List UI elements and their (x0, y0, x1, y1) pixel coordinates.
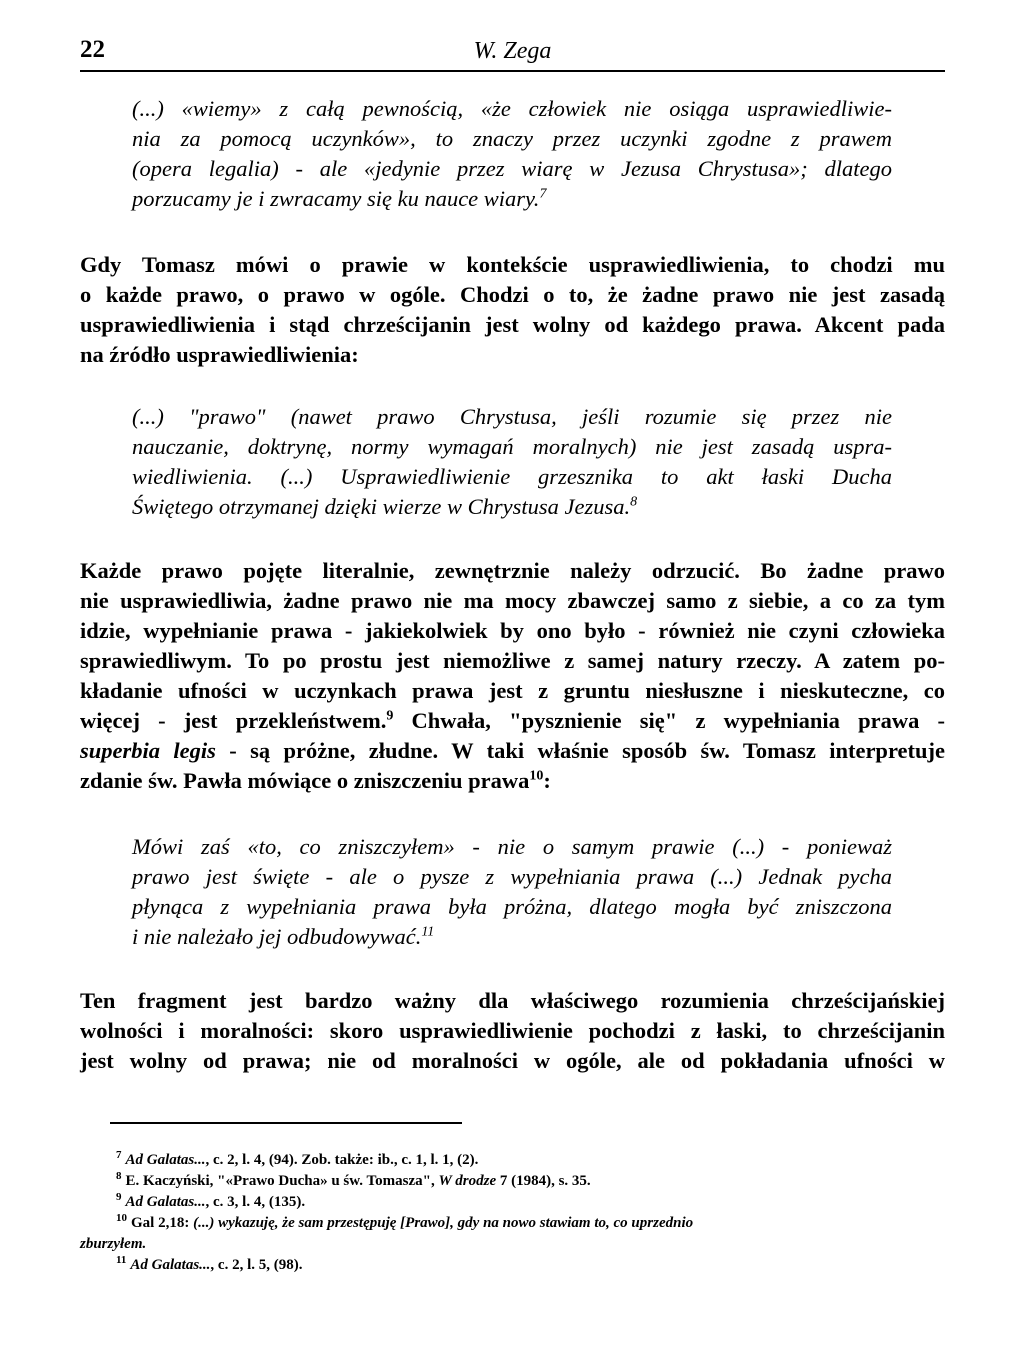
footnote-text: , c. 3, l. 4, (135). (205, 1194, 306, 1210)
text-line: usprawiedliwienia i stąd chrześcijanin jest wolny od każdego prawa. Akcent pada (80, 312, 945, 337)
text-line (80, 736, 945, 766)
footnote-divider (110, 1122, 462, 1124)
footnote-10-continued (80, 1234, 940, 1255)
quote-line-last (132, 184, 892, 214)
quote-line: (opera legalia) - ale «jedynie przez wiarę w Jezusa Chrystusa»; dlatego (132, 156, 892, 181)
footnote-mark: 11 (116, 1254, 127, 1266)
running-head: W. Zega (473, 38, 552, 64)
quote-line-text: i nie należało jej odbudowywać. (132, 924, 422, 949)
footnote-ref: 8 (630, 494, 638, 510)
footnote-9 (80, 1192, 940, 1213)
quote-line: płynąca z wypełniania prawa była próżna, dlatego mogła być zniszczona (132, 894, 892, 919)
footnote-mark: 9 (116, 1191, 122, 1203)
text-line: na źródło usprawiedliwienia: (80, 342, 359, 367)
footnote-mark: 7 (116, 1149, 122, 1161)
footnote-ref: 7 (539, 186, 547, 202)
text-line: jest wolny od prawa; nie od moralności w ogóle, ale od pokładania ufności w (80, 1048, 945, 1073)
quote-line: wiedliwienia. (...) Usprawiedliwienie grzesznika to akt łaski Ducha (132, 464, 892, 489)
text-line: Ten fragment jest bardzo ważny dla właściwego rozumienia chrześcijańskiej (80, 988, 945, 1013)
footnote-mark: 10 (116, 1212, 127, 1224)
paragraph-2 (80, 556, 945, 796)
quote-line: nauczanie, doktrynę, normy wymagań moralnych) nie jest zasadą uspra- (132, 434, 892, 459)
footnote-mark: 8 (116, 1170, 122, 1182)
page-number: 22 (80, 36, 105, 63)
text-line: Gdy Tomasz mówi o prawie w kontekście usprawiedliwienia, to chodzi mu (80, 252, 945, 277)
text-fragment: zdanie św. Pawła mówiące o zniszczeniu prawa (80, 768, 530, 793)
footnote-title: Ad Galatas... (125, 1194, 206, 1210)
footnote-8 (80, 1171, 940, 1192)
quote-line: (...) "prawo" (nawet prawo Chrystusa, jeśli rozumie się przez nie (132, 404, 892, 429)
footnote-ref: 10 (529, 768, 544, 784)
footnote-text: , c. 2, l. 4, (94). Zob. także: ib., c. 1, l. 1, (2). (205, 1152, 479, 1168)
quote-line-text: porzucamy je i zwracamy się ku nauce wiary. (132, 186, 540, 211)
text-fragment: więcej - jest przekleństwem. (80, 708, 387, 733)
footnote-ref: 9 (386, 708, 394, 724)
text-fragment: Chwała, "pysznienie się" z wypełniania prawa - (393, 708, 945, 733)
footnote-10 (80, 1213, 940, 1234)
text-line: o każde prawo, o prawo w ogóle. Chodzi o to, że żadne prawo nie jest zasadą (80, 282, 945, 307)
quote-line-last (132, 922, 892, 952)
paragraph-3 (80, 986, 945, 1076)
footnote-title: Ad Galatas... (125, 1152, 206, 1168)
footnote-quote: (...) wykazuję, że sam przestępuję [Prawo], gdy na nowo stawiam to, co uprzednio (193, 1215, 694, 1231)
footnote-text: Gal 2,18: (131, 1215, 194, 1231)
text-line: kładanie ufności w uczynkach prawa jest z gruntu niesłuszne i nieskuteczne, co (80, 678, 945, 703)
quote-line: Mówi zaś «to, co zniszczyłem» - nie o samym prawie (...) - ponieważ (132, 834, 892, 859)
text-line: nie usprawiedliwia, żadne prawo nie ma mocy zbawczej samo z siebie, a co za tym (80, 588, 945, 613)
footnote-title: W drodze (438, 1173, 497, 1189)
quote-line: nia za pomocą uczynków», to znaczy przez uczynki zgodne z prawem (132, 126, 892, 151)
footnote-quote: zburzyłem. (80, 1236, 147, 1252)
paragraph-1 (80, 250, 945, 370)
text-fragment: : (543, 768, 551, 793)
footnote-7 (80, 1150, 940, 1171)
footnote-title: Ad Galatas... (130, 1257, 211, 1273)
latin-phrase: superbia legis (80, 738, 216, 763)
quote-line: (...) «wiemy» z całą pewnością, «że człowiek nie osiąga usprawiedliwie- (132, 96, 892, 121)
quote-line: prawo jest święte - ale o pysze z wypełniania prawa (...) Jednak pycha (132, 864, 892, 889)
footnotes (80, 1150, 940, 1276)
text-line (80, 766, 945, 796)
block-quote-3 (132, 832, 892, 952)
text-line: idzie, wypełnianie prawa - jakiekolwiek by ono było - również nie czyni człowieka (80, 618, 945, 643)
text-line: wolności i moralności: skoro usprawiedliwienie pochodzi z łaski, to chrześcijanin (80, 1018, 945, 1043)
block-quote-2 (132, 402, 892, 522)
footnote-text: E. Kaczyński, "«Prawo Ducha» u św. Tomasza", (125, 1173, 439, 1189)
quote-line-last (132, 492, 892, 522)
footnote-text: , c. 2, l. 5, (98). (210, 1257, 303, 1273)
footnote-ref: 11 (421, 924, 435, 940)
block-quote-1 (132, 94, 892, 214)
text-line (80, 706, 945, 736)
quote-line-text: Świętego otrzymanej dzięki wierze w Chrystusa Jezusa. (132, 494, 631, 519)
text-fragment: - są próżne, złudne. W taki właśnie sposób św. Tomasz interpretuje (215, 738, 945, 763)
footnote-11 (80, 1255, 940, 1276)
page-header (80, 30, 945, 72)
text-line: Każde prawo pojęte literalnie, zewnętrznie należy odrzucić. Bo żadne prawo (80, 558, 945, 583)
text-line: sprawiedliwym. To po prostu jest niemożliwe z samej natury rzeczy. A zatem po- (80, 648, 945, 673)
footnote-text: 7 (1984), s. 35. (496, 1173, 591, 1189)
